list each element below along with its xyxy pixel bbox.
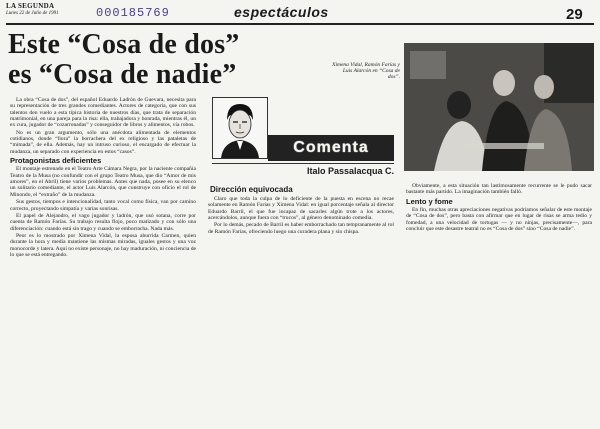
paragraph: Claro que toda la culpa de lo deficiente de la puesta en escena no recae solamente en Ramón Farías y Ximena Vidal: en igual porcentaje señala al director Eduardo Barril, el que fue incapaz de sacarles algún trote a los actores, acercándolos, aunque fuera con “trucos”, al género denominado comedia. xyxy=(208,196,394,222)
subheading-protagonistas: Protagonistas deficientes xyxy=(10,156,102,166)
column-label-text: Comenta xyxy=(293,139,369,156)
article-column-2 xyxy=(208,196,394,236)
paragraph: En fin, muchas otras apreciaciones negativas podríamos señalar de este montaje de “Cosa de dos”, pero basta con afirmar que en lugar de risas se arma tedio y fomedad, a una velocidad de tortugas — y no ninjas, precisamente—, para concluir que este desastre teatral no es “Cosa de dos” sino “Cosa de nadie”. xyxy=(406,207,592,233)
subheading-lento: Lento y fome xyxy=(406,196,453,206)
cast-photo xyxy=(404,43,594,171)
headline-line-1: Este “Cosa de dos” xyxy=(8,29,240,60)
newspaper-name: LA SEGUNDA xyxy=(6,2,55,10)
archive-stamp: 000185769 xyxy=(96,6,170,20)
paragraph: El papel de Alejandro, el vago jugador y ladrón, que usó sotana, corre por cuenta de Ramón Farías. Su trabajo resulta flojo, poco matizado y con sólo una diferenciación: cuando está sin trago y cuando se emborracha. Nada más. xyxy=(10,212,196,232)
paragraph: Por lo demás, pecado de Barril es haber emborrachado tan tempranamente al rol de Ramón Farías, ofreciendo luego una curadera plana y sin chispa. xyxy=(208,222,394,235)
headline xyxy=(8,30,308,90)
paragraph: Sus gestos, tiempos e intencionalidad, tanto vocal como física, van por camino correcto, proyectando simpatía y varias sonrisas. xyxy=(10,199,196,212)
paragraph: Obviamente, a esta situación tan lastimosamente recurrente se le pudo sacar bastante más partido. La imaginación también falló. xyxy=(406,183,592,196)
section-title: espectáculos xyxy=(234,4,329,20)
column-label xyxy=(268,135,394,161)
paragraph: No es un gran argumento, sólo una anécdota alimentada de elementos cotidianos, donde “llora” la borrachera del ex religioso y las pataletas de “mimada”, de ella. Además, hay un intruso curioso, el encargado de efectuar la mudanza, un separado con experiencia en estos “casos”. xyxy=(10,129,196,155)
article-column-3 xyxy=(406,183,592,233)
subheading-direccion: Dirección equivocada xyxy=(210,185,293,194)
paragraph: Peor es lo mostrado por Ximena Vidal, la esposa aburrida Carmen, quien durante la hora y media mantiene las mismas miradas, iguales gestos y una voz monocorde y latera. Aquí no existe personaje, no hay maduración, ni conciencia de lo que se está entregando. xyxy=(10,232,196,258)
headline-line-2: es “Cosa de nadie” xyxy=(8,59,237,90)
article-column-1 xyxy=(10,97,196,259)
photo-caption: Ximena Vidal, Ramón Farías y Luis Alarcón en “Cosa de dos”. xyxy=(332,62,400,80)
paragraph: La obra “Cosa de dos”, del español Eduardo Ladrón de Guevara, necesita para su representación de tres grandes comediantes. Actores de categoría, que con sus talentos den vuelo a esta típica historia de nuestros días, que trata de separación matrimonial, en una pareja para la risa: ella, trabajadora y honrada, mientras él, un ex cura, jugador de “cozarronadas” y conseguidor de libros y alimentos, vía robos. xyxy=(10,97,196,129)
byline: Italo Passalacqua C. xyxy=(212,163,394,178)
cast-photo-image xyxy=(404,43,594,171)
critic-portrait xyxy=(212,97,268,159)
paragraph: El montaje estrenado en el Teatro Arte Cámara Negra, por la naciente compañía Teatro de la Musa (no confundir con el grupo Teatro Musa, que dio “Amor de mis amores”, en el Abril) tiene varios problemas. Antes que nada, posee en su elenco un solitario comediante, el actor Luis Alarcón, que construye con oficio el rol de Minondo, el “extraño” de la mudanza. xyxy=(10,166,196,198)
critic-portrait-image xyxy=(213,98,267,158)
header-rule xyxy=(6,23,594,25)
page-number: 29 xyxy=(566,6,583,23)
issue-date: Lunes 22 de Julio de 1991 xyxy=(6,11,59,16)
